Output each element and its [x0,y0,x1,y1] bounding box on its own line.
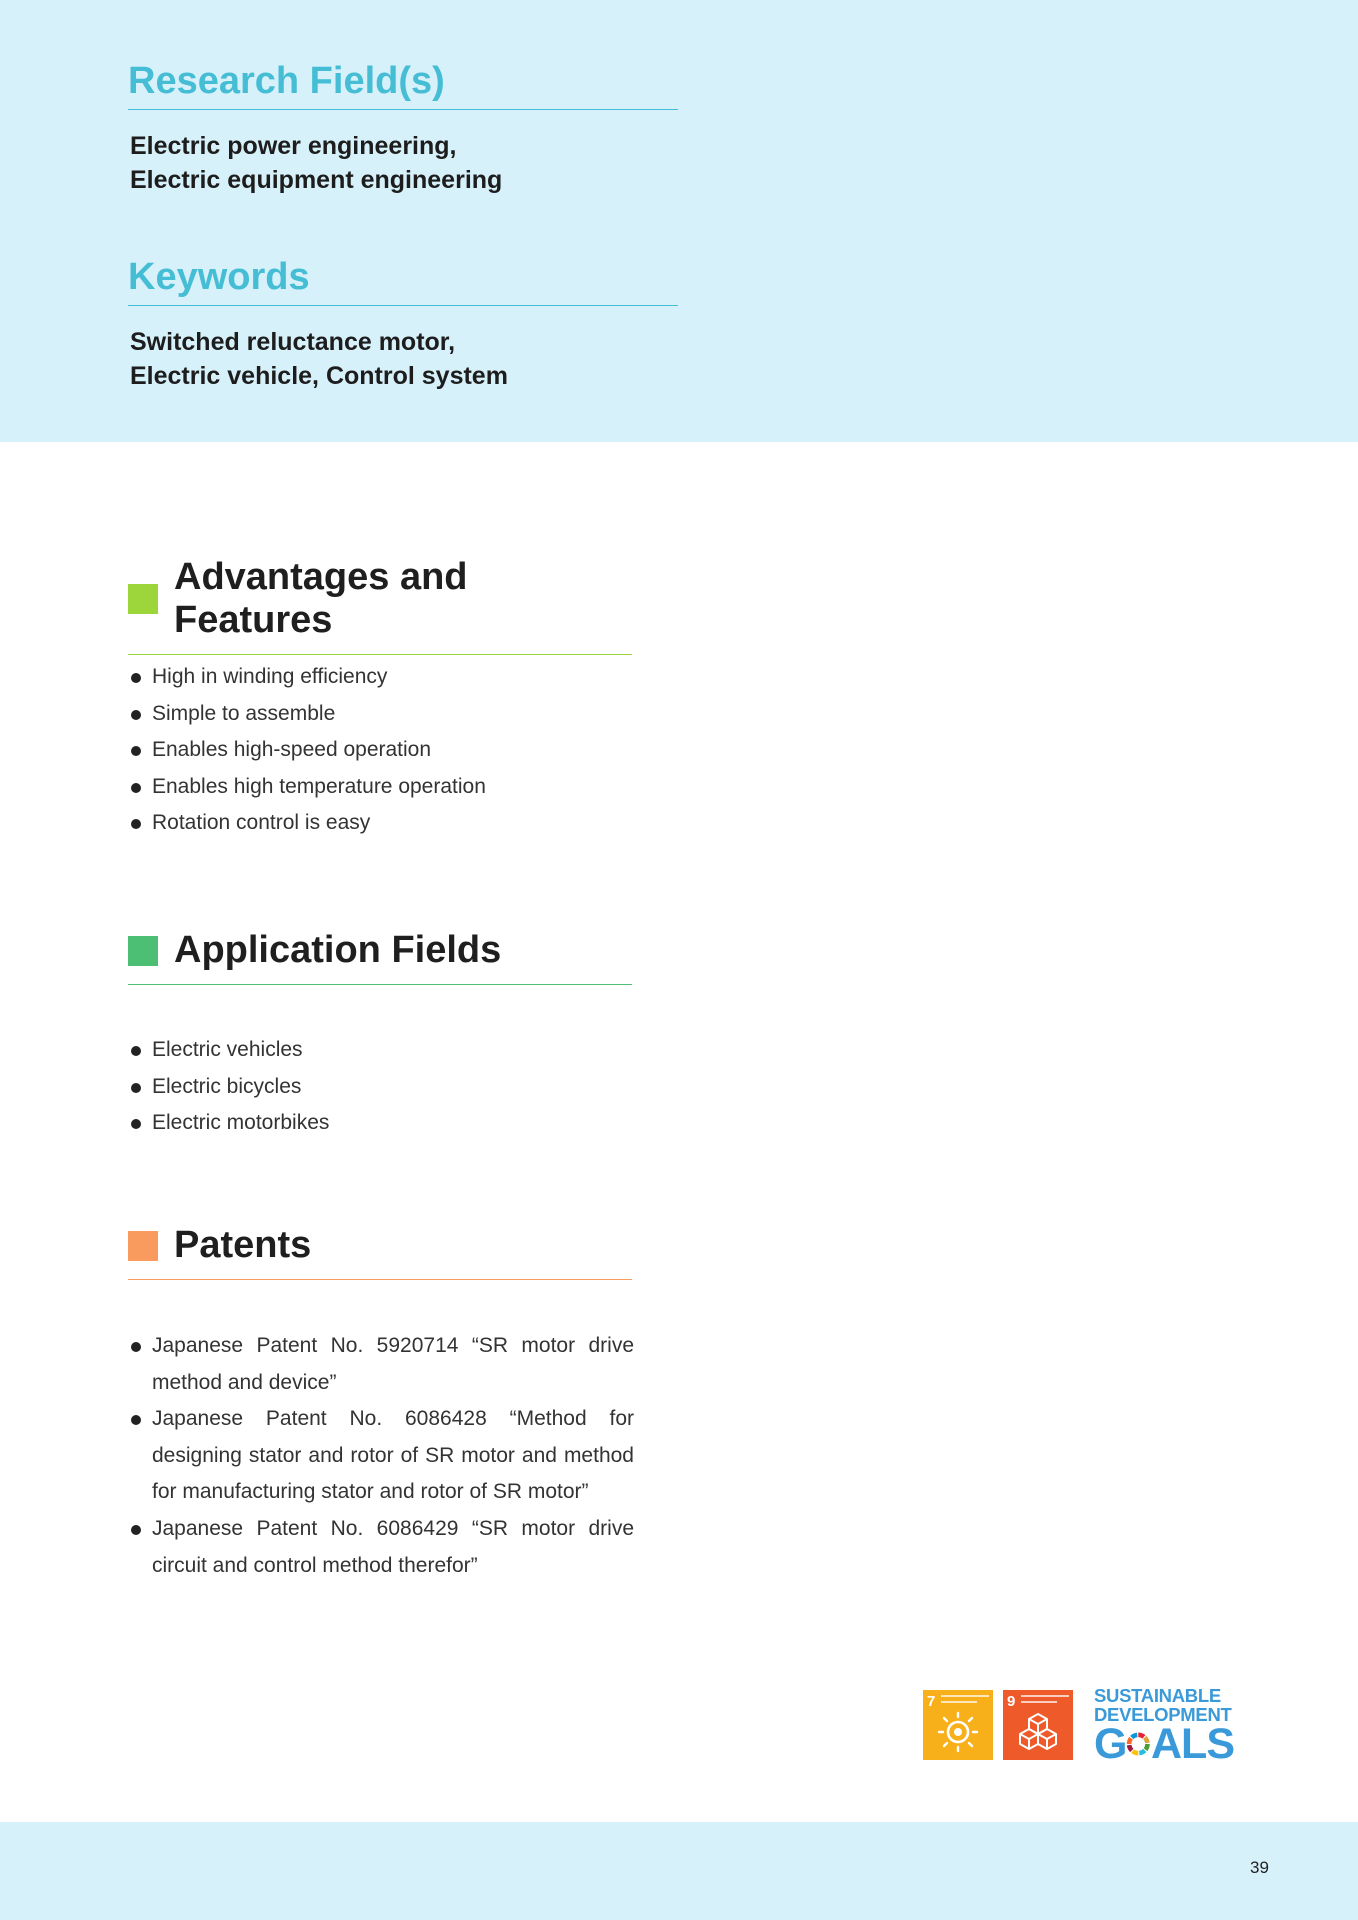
research-field-line: Electric equipment engineering [130,166,503,194]
list-item-text: Electric motorbikes [152,1111,330,1135]
list-item [128,732,634,769]
sdg-logo-line2: DEVELOPMENT [1094,1704,1232,1725]
page-number: 39 [1250,1858,1269,1877]
keyword-line: Electric vehicle, Control system [130,362,508,390]
cubes-icon [1003,1690,1073,1760]
sdg-logo-goals-g: G [1094,1720,1127,1768]
applications-list [128,1032,634,1142]
list-item [128,659,634,696]
sdg-logo-goals [1094,1720,1234,1768]
sdg-goal-9-icon [1003,1690,1073,1760]
bullet-icon [131,1083,141,1093]
green-square-icon [128,936,158,966]
patents-title-text: Patents [174,1224,312,1266]
sdg-logo-goals-als: ALS [1151,1720,1234,1768]
bullet-icon [131,783,141,793]
list-item-text: Enables high temperature operation [152,774,486,798]
bullet-icon [131,1525,141,1535]
applications-title-text: Application Fields [174,929,502,971]
bullet-icon [131,746,141,756]
sdg-goal-7-icon [923,1690,993,1760]
advantages-section-title [128,556,632,655]
list-item-text: Japanese Patent No. 6086428 “Method for designing stator and rotor of SR motor and method for manufacturing stator and rotor of SR motor” [152,1407,634,1504]
sdg-goal-number: 9 [1007,1693,1016,1710]
list-item-text: High in winding efficiency [152,665,388,688]
list-item [128,1105,634,1142]
research-field-line: Electric power engineering, [130,132,457,160]
bullet-icon [131,673,141,683]
advantages-title-text: Advantages and Features [174,556,468,641]
sdg-color-wheel-icon [1126,1728,1151,1760]
patents-section-title [128,1224,632,1280]
list-item [128,1511,634,1584]
sdg-logo [1094,1685,1234,1768]
keywords-heading: Keywords [128,256,678,306]
list-item-text: Enables high-speed operation [152,738,432,762]
list-item [128,805,634,842]
bullet-icon [131,1415,141,1425]
patents-list [128,1328,634,1584]
keywords-text [130,325,508,393]
bullet-icon [131,1119,141,1129]
sun-icon [923,1690,993,1760]
advantages-list [128,659,634,842]
bullet-icon [131,1046,141,1056]
list-item [128,769,634,806]
list-item [128,1032,634,1069]
bullet-icon [131,710,141,720]
research-fields-heading: Research Field(s) [128,60,678,110]
list-item [128,1328,634,1401]
bullet-icon [131,1342,141,1352]
list-item-text: Rotation control is easy [152,811,371,835]
list-item-text: Japanese Patent No. 5920714 “SR motor drive method and device” [152,1334,634,1394]
keyword-line: Switched reluctance motor, [130,328,456,356]
list-item-text: Electric vehicles [152,1038,303,1061]
footer-band [0,1822,1358,1920]
applications-section-title [128,929,632,985]
list-item [128,696,634,733]
research-fields-text [130,129,502,197]
bullet-icon [131,819,141,829]
list-item-text: Japanese Patent No. 6086429 “SR motor drive circuit and control method therefor” [152,1516,634,1577]
green-square-icon [128,584,158,614]
sdg-logo-line1: SUSTAINABLE [1094,1685,1221,1706]
sdg-goal-number: 7 [927,1693,936,1710]
list-item-text: Simple to assemble [152,701,336,725]
list-item [128,1401,634,1511]
orange-square-icon [128,1231,158,1261]
list-item-text: Electric bicycles [152,1074,302,1098]
list-item [128,1069,634,1106]
